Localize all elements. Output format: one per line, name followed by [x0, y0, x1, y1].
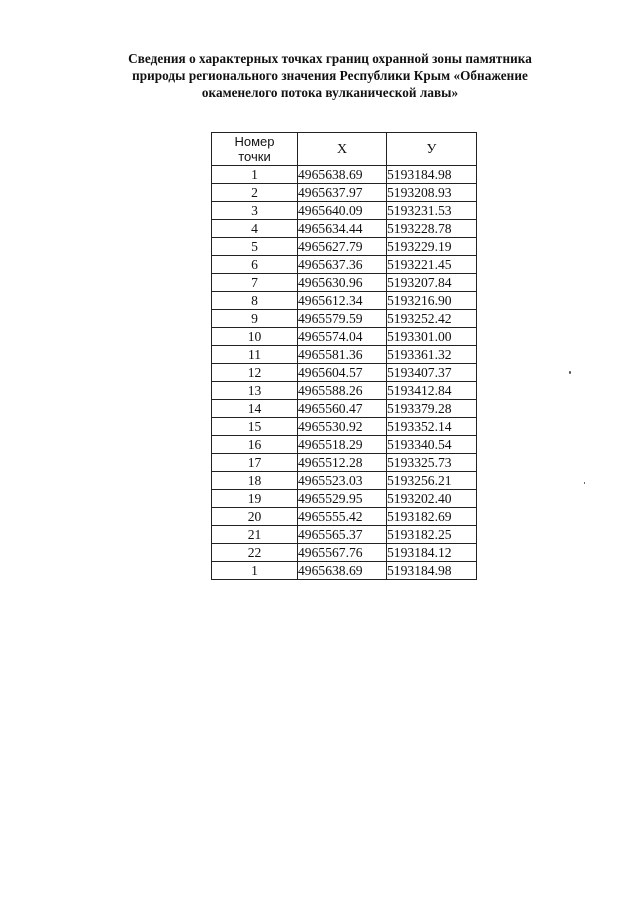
- table-row: [212, 346, 477, 364]
- x-coordinate-cell: 4965637.36: [298, 256, 387, 274]
- table-row: [212, 436, 477, 454]
- table-row: [212, 508, 477, 526]
- x-coordinate-cell: 4965579.59: [298, 310, 387, 328]
- point-number-cell: 22: [212, 544, 298, 562]
- table-row: [212, 238, 477, 256]
- point-number-cell: 5: [212, 238, 298, 256]
- table-row: [212, 220, 477, 238]
- table-row: [212, 490, 477, 508]
- x-coordinate-cell: 4965512.28: [298, 454, 387, 472]
- point-number-cell: 3: [212, 202, 298, 220]
- y-coordinate-cell: 5193325.73: [387, 454, 477, 472]
- point-number-cell: 7: [212, 274, 298, 292]
- title-line-1: Сведения о характерных точках границ охранной зоны памятника: [128, 51, 532, 66]
- point-number-cell: 4: [212, 220, 298, 238]
- y-coordinate-cell: 5193352.14: [387, 418, 477, 436]
- x-coordinate-cell: 4965523.03: [298, 472, 387, 490]
- title-line-2: природы регионального значения Республики Крым «Обнажение: [132, 68, 528, 83]
- y-coordinate-cell: 5193231.53: [387, 202, 477, 220]
- x-coordinate-cell: 4965567.76: [298, 544, 387, 562]
- y-coordinate-cell: 5193229.19: [387, 238, 477, 256]
- point-number-cell: 6: [212, 256, 298, 274]
- table-row: [212, 382, 477, 400]
- header-point-number: [212, 133, 298, 166]
- table-row: [212, 184, 477, 202]
- y-coordinate-cell: 5193184.12: [387, 544, 477, 562]
- header-number-line1: Номер: [234, 134, 275, 149]
- table-row: [212, 274, 477, 292]
- point-number-cell: 8: [212, 292, 298, 310]
- y-coordinate-cell: 5193182.69: [387, 508, 477, 526]
- table-row: [212, 364, 477, 382]
- table-row: [212, 472, 477, 490]
- point-number-cell: 12: [212, 364, 298, 382]
- y-coordinate-cell: 5193301.00: [387, 328, 477, 346]
- table-row: [212, 400, 477, 418]
- point-number-cell: 20: [212, 508, 298, 526]
- x-coordinate-cell: 4965530.92: [298, 418, 387, 436]
- document-title: [100, 50, 560, 101]
- header-x: X: [298, 133, 387, 166]
- y-coordinate-cell: 5193184.98: [387, 562, 477, 580]
- x-coordinate-cell: 4965612.34: [298, 292, 387, 310]
- y-coordinate-cell: 5193216.90: [387, 292, 477, 310]
- title-line-3: окаменелого потока вулканической лавы»: [201, 85, 459, 100]
- x-coordinate-cell: 4965574.04: [298, 328, 387, 346]
- table-row: [212, 562, 477, 580]
- x-coordinate-cell: 4965630.96: [298, 274, 387, 292]
- x-coordinate-cell: 4965638.69: [298, 562, 387, 580]
- table-row: [212, 328, 477, 346]
- y-coordinate-cell: 5193256.21: [387, 472, 477, 490]
- y-coordinate-cell: 5193184.98: [387, 166, 477, 184]
- point-number-cell: 10: [212, 328, 298, 346]
- point-number-cell: 18: [212, 472, 298, 490]
- point-number-cell: 1: [212, 562, 298, 580]
- y-coordinate-cell: 5193407.37: [387, 364, 477, 382]
- x-coordinate-cell: 4965640.09: [298, 202, 387, 220]
- table-row: [212, 544, 477, 562]
- table-row: [212, 292, 477, 310]
- y-coordinate-cell: 5193412.84: [387, 382, 477, 400]
- table-body: [212, 166, 477, 580]
- y-coordinate-cell: 5193252.42: [387, 310, 477, 328]
- point-number-cell: 21: [212, 526, 298, 544]
- y-coordinate-cell: 5193208.93: [387, 184, 477, 202]
- y-coordinate-cell: 5193361.32: [387, 346, 477, 364]
- point-number-cell: 1: [212, 166, 298, 184]
- point-number-cell: 19: [212, 490, 298, 508]
- point-number-cell: 11: [212, 346, 298, 364]
- x-coordinate-cell: 4965604.57: [298, 364, 387, 382]
- point-number-cell: 15: [212, 418, 298, 436]
- table-row: [212, 310, 477, 328]
- y-coordinate-cell: 5193182.25: [387, 526, 477, 544]
- x-coordinate-cell: 4965565.37: [298, 526, 387, 544]
- x-coordinate-cell: 4965638.69: [298, 166, 387, 184]
- point-number-cell: 14: [212, 400, 298, 418]
- header-number-line2: точки: [238, 149, 271, 164]
- table-row: [212, 454, 477, 472]
- y-coordinate-cell: 5193379.28: [387, 400, 477, 418]
- coordinates-table: [211, 132, 477, 580]
- x-coordinate-cell: 4965637.97: [298, 184, 387, 202]
- y-coordinate-cell: 5193202.40: [387, 490, 477, 508]
- y-coordinate-cell: 5193221.45: [387, 256, 477, 274]
- x-coordinate-cell: 4965581.36: [298, 346, 387, 364]
- scan-speck: [584, 482, 585, 484]
- table-header-row: [212, 133, 477, 166]
- header-y: У: [387, 133, 477, 166]
- table-row: [212, 526, 477, 544]
- x-coordinate-cell: 4965529.95: [298, 490, 387, 508]
- point-number-cell: 16: [212, 436, 298, 454]
- x-coordinate-cell: 4965634.44: [298, 220, 387, 238]
- x-coordinate-cell: 4965518.29: [298, 436, 387, 454]
- point-number-cell: 9: [212, 310, 298, 328]
- table-row: [212, 202, 477, 220]
- point-number-cell: 2: [212, 184, 298, 202]
- scan-speck: [569, 371, 571, 374]
- y-coordinate-cell: 5193228.78: [387, 220, 477, 238]
- x-coordinate-cell: 4965560.47: [298, 400, 387, 418]
- table-row: [212, 256, 477, 274]
- point-number-cell: 13: [212, 382, 298, 400]
- table-row: [212, 418, 477, 436]
- y-coordinate-cell: 5193207.84: [387, 274, 477, 292]
- x-coordinate-cell: 4965555.42: [298, 508, 387, 526]
- x-coordinate-cell: 4965588.26: [298, 382, 387, 400]
- y-coordinate-cell: 5193340.54: [387, 436, 477, 454]
- x-coordinate-cell: 4965627.79: [298, 238, 387, 256]
- table-row: [212, 166, 477, 184]
- point-number-cell: 17: [212, 454, 298, 472]
